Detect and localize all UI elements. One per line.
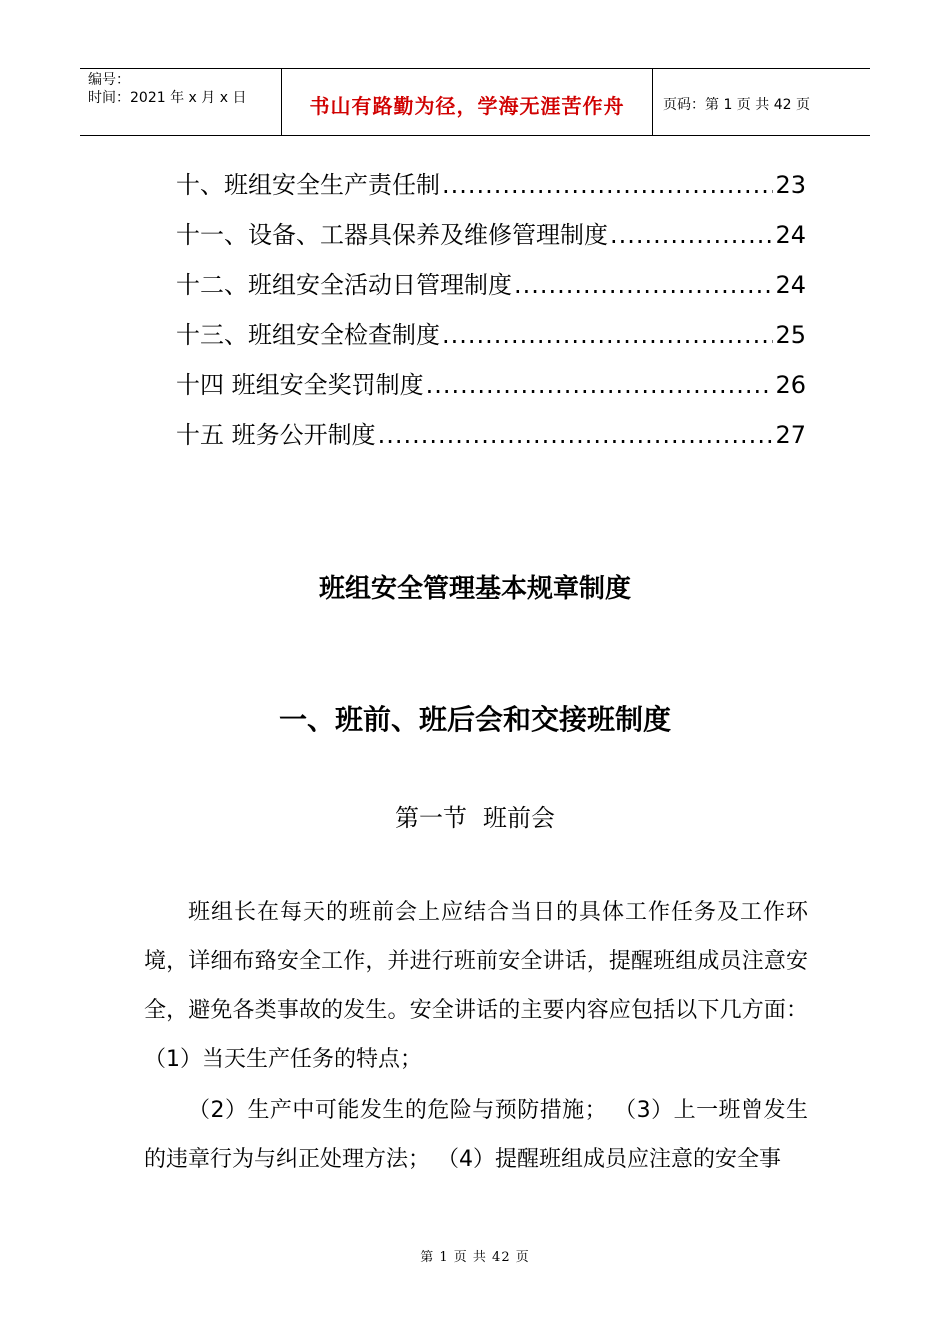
toc-entry-title: 十二、班组安全活动日管理制度 bbox=[176, 271, 512, 299]
time-label: 时间：2021 年 x 月 x 日 bbox=[88, 90, 247, 106]
toc-entry-title: 十四 班组安全奖罚制度 bbox=[176, 371, 424, 399]
table-of-contents bbox=[176, 160, 806, 460]
toc-entry-title: 十、班组安全生产责任制 bbox=[176, 171, 440, 199]
document-title: 班组安全管理基本规章制度 bbox=[318, 574, 631, 604]
toc-leader-dots bbox=[610, 210, 773, 260]
toc-entry[interactable] bbox=[176, 210, 806, 260]
toc-entry[interactable] bbox=[176, 310, 806, 360]
page-footer: 第 1 页 共 42 页 bbox=[420, 1250, 530, 1265]
toc-entry-page: 26 bbox=[775, 371, 806, 399]
header-page-info: 页码：第 1 页 共 42 页 bbox=[663, 97, 810, 113]
toc-entry-page: 23 bbox=[775, 171, 806, 199]
body-paragraph: 班组长在每天的班前会上应结合当日的具体工作任务及工作环境，详细布臵安全工作，并进行班前安全讲话，提醒班组成员注意安全，避免各类事故的发生。安全讲话的主要内容应包括以下几方面：（1）当天生产任务的特点； bbox=[144, 900, 808, 1072]
section-heading bbox=[0, 798, 950, 833]
toc-leader-dots bbox=[378, 410, 774, 460]
toc-entry[interactable] bbox=[176, 260, 806, 310]
header-meta bbox=[80, 69, 282, 135]
body-paragraph: （2）生产中可能发生的危险与预防措施； （3）上一班曾发生的违章行为与纠正处理方法； （4）提醒班组成员应注意的安全事 bbox=[144, 1098, 808, 1172]
toc-leader-dots bbox=[514, 260, 773, 310]
toc-entry[interactable] bbox=[176, 160, 806, 210]
toc-entry-page: 27 bbox=[775, 421, 806, 449]
section-name: 班前会 bbox=[483, 804, 555, 832]
page-header bbox=[80, 68, 870, 136]
toc-entry[interactable] bbox=[176, 410, 806, 460]
toc-entry-title: 十五 班务公开制度 bbox=[176, 421, 376, 449]
serial-label: 编号： bbox=[88, 72, 130, 88]
toc-entry-title: 十三、班组安全检查制度 bbox=[176, 321, 440, 349]
toc-entry-title: 十一、设备、工器具保养及维修管理制度 bbox=[176, 221, 608, 249]
toc-leader-dots bbox=[442, 160, 773, 210]
section-number: 第一节 bbox=[395, 804, 467, 832]
toc-entry[interactable] bbox=[176, 360, 806, 410]
toc-entry-page: 25 bbox=[775, 321, 806, 349]
toc-entry-page: 24 bbox=[775, 221, 806, 249]
toc-leader-dots bbox=[426, 360, 774, 410]
toc-leader-dots bbox=[442, 310, 773, 360]
chapter-heading: 一、班前、班后会和交接班制度 bbox=[278, 703, 671, 736]
header-motto: 书山有路勤为径，学海无涯苦作舟 bbox=[282, 69, 653, 135]
toc-entry-page: 24 bbox=[775, 271, 806, 299]
